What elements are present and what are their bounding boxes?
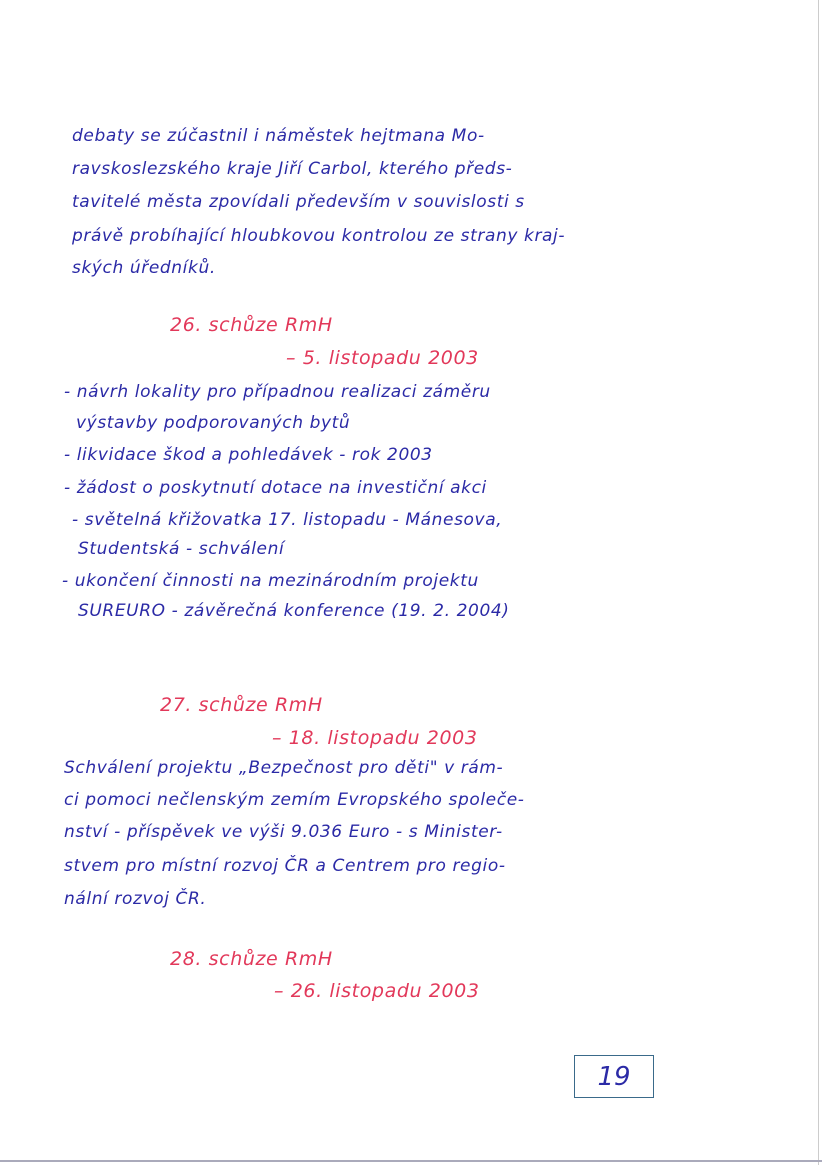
text-line: stvem pro místní rozvoj ČR a Centrem pro regio- xyxy=(64,856,506,876)
scan-edge-right xyxy=(818,0,819,1165)
list-item: Studentská - schválení xyxy=(78,539,285,559)
meeting-date: – 26. listopadu 2003 xyxy=(274,980,480,1002)
meeting-date: – 18. listopadu 2003 xyxy=(272,727,478,749)
text-line: nální rozvoj ČR. xyxy=(64,889,207,909)
list-item: výstavby podporovaných bytů xyxy=(76,413,351,433)
text-line: ských úředníků. xyxy=(72,258,216,278)
list-item: - ukončení činnosti na mezinárodním projektu xyxy=(62,571,479,591)
scan-edge-bottom xyxy=(0,1160,822,1162)
page-number-box xyxy=(574,1055,654,1098)
meeting-heading: 27. schůze RmH xyxy=(160,694,323,716)
list-item: - likvidace škod a pohledávek - rok 2003 xyxy=(64,445,433,465)
list-item: SUREURO - závěrečná konference (19. 2. 2004) xyxy=(78,601,510,621)
text-line: ravskoslezského kraje Jiří Carbol, kterého předs- xyxy=(72,159,513,179)
meeting-heading: 26. schůze RmH xyxy=(170,314,333,336)
meeting-date: – 5. listopadu 2003 xyxy=(286,347,479,369)
list-item: - návrh lokality pro případnou realizaci záměru xyxy=(64,382,491,402)
text-line: právě probíhající hloubkovou kontrolou ze strany kraj- xyxy=(72,226,566,246)
text-line: debaty se zúčastnil i náměstek hejtmana Mo- xyxy=(72,126,485,146)
text-line: ci pomoci nečlenským zemím Evropského společe- xyxy=(64,790,525,810)
list-item: - světelná křižovatka 17. listopadu - Mánesova, xyxy=(72,510,503,530)
meeting-heading: 28. schůze RmH xyxy=(170,948,333,970)
list-item: - žádost o poskytnutí dotace na investiční akci xyxy=(64,478,487,498)
page-number: 19 xyxy=(597,1061,631,1092)
text-line: tavitelé města zpovídali především v souvislosti s xyxy=(72,192,525,212)
text-line: Schválení projektu „Bezpečnost pro děti" v rám- xyxy=(64,758,504,778)
text-line: nství - příspěvek ve výši 9.036 Euro - s Minister- xyxy=(64,822,503,842)
